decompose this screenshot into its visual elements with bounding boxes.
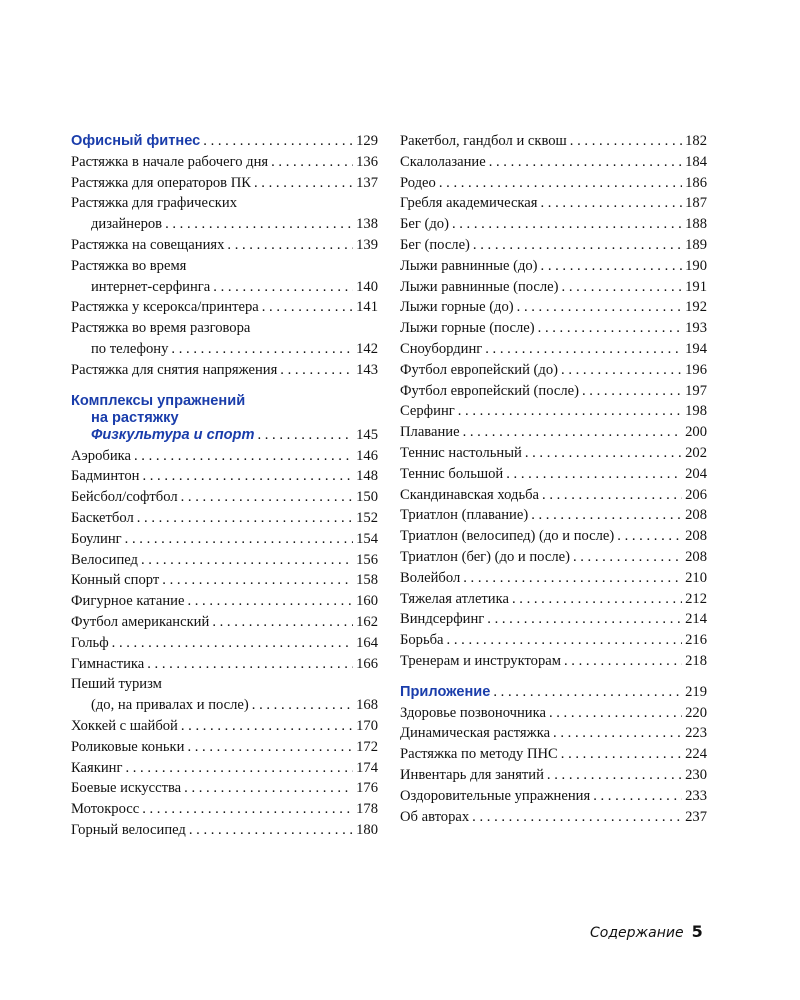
toc-entry-label: Бейсбол/софтбол bbox=[71, 489, 178, 506]
toc-entry-label: Баскетбол bbox=[71, 509, 134, 526]
toc-entry-label: Лыжи горные (после) bbox=[400, 320, 535, 337]
toc-entry-label: Растяжка на совещаниях bbox=[71, 236, 225, 253]
toc-left-column bbox=[71, 131, 378, 841]
toc-entry[interactable] bbox=[400, 152, 707, 173]
toc-entry-label: Растяжка у ксерокса/принтера bbox=[71, 299, 259, 316]
toc-entry[interactable] bbox=[71, 529, 378, 550]
page-number: 190 bbox=[685, 257, 707, 274]
toc-entry[interactable] bbox=[71, 654, 378, 675]
toc-entry-label: Растяжка для операторов ПК bbox=[71, 174, 251, 191]
toc-entry-label: Здоровье позвоночника bbox=[400, 704, 546, 721]
toc-entry-label: Конный спорт bbox=[71, 572, 160, 589]
toc-entry[interactable] bbox=[400, 193, 707, 214]
toc-entry-label: Родео bbox=[400, 174, 436, 191]
page-number: 204 bbox=[685, 465, 707, 482]
leader-dots bbox=[458, 401, 682, 422]
leader-dots bbox=[125, 758, 353, 779]
toc-entry-label: Роликовые коньки bbox=[71, 738, 185, 755]
leader-dots bbox=[439, 173, 682, 194]
toc-entry-label: Гольф bbox=[71, 634, 109, 651]
page-number: 150 bbox=[356, 489, 378, 506]
appendix-items bbox=[400, 703, 707, 828]
page-number: 143 bbox=[356, 361, 378, 378]
toc-entry[interactable] bbox=[71, 612, 378, 633]
leader-dots bbox=[137, 508, 353, 529]
toc-entry-label: Инвентарь для занятий bbox=[400, 766, 544, 783]
toc-entry-label: Бег (после) bbox=[400, 236, 470, 253]
page-footer bbox=[590, 922, 703, 941]
page-number: 220 bbox=[685, 704, 707, 721]
toc-entry-label: Растяжка по методу ПНС bbox=[400, 746, 558, 763]
leader-dots bbox=[262, 297, 353, 318]
toc-entry[interactable] bbox=[400, 443, 707, 464]
leader-dots bbox=[181, 716, 353, 737]
leader-dots bbox=[487, 609, 682, 630]
page-number: 219 bbox=[685, 683, 707, 700]
section-title-line3: Физкультура и спорт bbox=[91, 426, 255, 443]
toc-entry[interactable] bbox=[400, 381, 707, 402]
leader-dots bbox=[252, 695, 353, 716]
toc-entry[interactable] bbox=[71, 758, 378, 779]
toc-entry-label: Боевые искусства bbox=[71, 780, 182, 797]
leader-dots bbox=[472, 807, 682, 828]
toc-entry-label: Горный велосипед bbox=[71, 821, 186, 838]
leader-dots bbox=[203, 131, 353, 152]
section-stretching-complexes[interactable] bbox=[71, 393, 378, 444]
page-number: 162 bbox=[356, 613, 378, 630]
leader-dots bbox=[189, 820, 353, 841]
toc-entry-label: Ракетбол, гандбол и сквош bbox=[400, 133, 567, 149]
toc-entry[interactable] bbox=[400, 723, 707, 744]
toc-entry-label: Скандинавская ходьба bbox=[400, 486, 540, 503]
page-number: 192 bbox=[685, 299, 707, 316]
leader-dots bbox=[171, 339, 353, 360]
leader-dots bbox=[142, 466, 353, 487]
toc-entry[interactable] bbox=[400, 485, 707, 506]
toc-entry[interactable] bbox=[400, 277, 707, 298]
leader-dots bbox=[187, 591, 353, 612]
toc-entry[interactable] bbox=[400, 339, 707, 360]
leader-dots bbox=[485, 339, 682, 360]
page-number: 174 bbox=[356, 759, 378, 776]
toc-entry-label: Аэробика bbox=[71, 447, 131, 464]
toc-entry-label: Теннис настольный bbox=[400, 444, 522, 461]
toc-entry[interactable] bbox=[400, 630, 707, 651]
leader-dots bbox=[517, 297, 682, 318]
toc-entry-label: Плавание bbox=[400, 424, 460, 441]
toc-entry[interactable] bbox=[400, 547, 707, 568]
toc-entry[interactable] bbox=[400, 568, 707, 589]
toc-entry[interactable] bbox=[400, 318, 707, 339]
toc-entry[interactable] bbox=[71, 633, 378, 654]
toc-entry[interactable] bbox=[400, 526, 707, 547]
page-number: 224 bbox=[685, 746, 707, 763]
leader-dots bbox=[125, 529, 353, 550]
leader-dots bbox=[165, 214, 353, 235]
toc-entry-label: Лыжи равнинные (после) bbox=[400, 278, 559, 295]
section-title: Приложение bbox=[400, 683, 491, 700]
toc-entry[interactable] bbox=[71, 339, 378, 360]
toc-entry[interactable] bbox=[400, 235, 707, 256]
page-number: 168 bbox=[356, 697, 378, 714]
toc-entry[interactable] bbox=[71, 508, 378, 529]
leader-dots bbox=[562, 277, 683, 298]
running-footer-title: Содержание bbox=[590, 925, 684, 941]
page-number: 154 bbox=[356, 530, 378, 547]
page-number: 196 bbox=[685, 361, 707, 378]
toc-entry-label: (до, на привалах и после) bbox=[91, 697, 249, 714]
leader-dots bbox=[213, 277, 353, 298]
leader-dots bbox=[452, 214, 682, 235]
toc-entry[interactable] bbox=[400, 401, 707, 422]
toc-entry[interactable] bbox=[400, 589, 707, 610]
leader-dots bbox=[489, 152, 682, 173]
leader-dots bbox=[512, 589, 682, 610]
toc-entry[interactable] bbox=[400, 765, 707, 786]
leader-dots bbox=[134, 446, 353, 467]
toc-entry-line1: Растяжка во время разговора bbox=[71, 320, 251, 337]
toc-entry[interactable] bbox=[400, 360, 707, 381]
page-number: 136 bbox=[356, 153, 378, 170]
leader-dots bbox=[212, 612, 353, 633]
page-number: 186 bbox=[685, 174, 707, 191]
toc-entry[interactable] bbox=[71, 487, 378, 508]
leader-dots bbox=[617, 526, 682, 547]
toc-entry[interactable] bbox=[71, 550, 378, 571]
toc-entry[interactable] bbox=[71, 799, 378, 820]
toc-entry-label: Велосипед bbox=[71, 551, 138, 568]
toc-entry-label: Каякинг bbox=[71, 759, 123, 776]
page-number: 141 bbox=[356, 299, 378, 316]
leader-dots bbox=[187, 737, 353, 758]
page-number: 158 bbox=[356, 572, 378, 589]
leader-dots bbox=[257, 427, 353, 444]
toc-entry-label: Борьба bbox=[400, 632, 444, 649]
sports-items bbox=[71, 446, 378, 841]
toc-entry-label: Сноубординг bbox=[400, 340, 483, 357]
toc-entry-label: Виндсерфинг bbox=[400, 611, 485, 628]
page-number: 237 bbox=[685, 808, 707, 825]
toc-entry-label: Футбол европейский (после) bbox=[400, 382, 579, 399]
page-number: 191 bbox=[685, 278, 707, 295]
page-number: 187 bbox=[685, 195, 707, 212]
page-number: 208 bbox=[685, 548, 707, 565]
page-number: 214 bbox=[685, 611, 707, 628]
leader-dots bbox=[142, 799, 353, 820]
leader-dots bbox=[531, 505, 682, 526]
section-title: Офисный фитнес bbox=[71, 133, 201, 149]
toc-entry-label: Динамическая растяжка bbox=[400, 725, 551, 742]
toc-entry-label: Триатлон (велосипед) (до и после) bbox=[400, 528, 615, 545]
leader-dots bbox=[541, 193, 683, 214]
toc-entry-label: Футбол американский bbox=[71, 613, 210, 630]
toc-entry[interactable] bbox=[71, 695, 378, 716]
toc-entry-label: Хоккей с шайбой bbox=[71, 717, 178, 734]
toc-entry[interactable] bbox=[400, 703, 707, 724]
page-number: 233 bbox=[685, 787, 707, 804]
toc-entry-label: Теннис большой bbox=[400, 465, 504, 482]
page-number: 193 bbox=[685, 320, 707, 337]
leader-dots bbox=[463, 568, 682, 589]
section-appendix[interactable] bbox=[400, 682, 707, 703]
page-number: 156 bbox=[356, 551, 378, 568]
page-number: 208 bbox=[685, 507, 707, 524]
toc-entry-label: Гребля академическая bbox=[400, 195, 538, 212]
leader-dots bbox=[542, 485, 682, 506]
leader-dots bbox=[147, 654, 353, 675]
toc-entry[interactable] bbox=[71, 360, 378, 381]
leader-dots bbox=[254, 173, 353, 194]
leader-dots bbox=[506, 464, 682, 485]
leader-dots bbox=[181, 487, 353, 508]
leader-dots bbox=[463, 422, 683, 443]
toc-entry-label: Бадминтон bbox=[71, 468, 140, 485]
toc-entry[interactable] bbox=[400, 214, 707, 235]
toc-entry[interactable] bbox=[71, 591, 378, 612]
toc-entry[interactable] bbox=[71, 173, 378, 194]
page-number: 198 bbox=[685, 403, 707, 420]
toc-entry[interactable] bbox=[400, 464, 707, 485]
toc-entry[interactable] bbox=[400, 173, 707, 194]
toc-entry-label: Боулинг bbox=[71, 530, 122, 547]
leader-dots bbox=[112, 633, 353, 654]
page-number: 210 bbox=[685, 569, 707, 586]
toc-entry-label: Мотокросс bbox=[71, 801, 140, 818]
page-number: 230 bbox=[685, 766, 707, 783]
page-number: 202 bbox=[685, 444, 707, 461]
page-number: 129 bbox=[356, 133, 378, 149]
toc-right-column bbox=[400, 131, 707, 827]
leader-dots bbox=[593, 786, 682, 807]
page-number: 152 bbox=[356, 509, 378, 526]
toc-entry[interactable] bbox=[71, 716, 378, 737]
page-number: 184 bbox=[685, 153, 707, 170]
leader-dots bbox=[162, 570, 353, 591]
toc-entry-label: Тяжелая атлетика bbox=[400, 590, 509, 607]
toc-entry[interactable] bbox=[71, 235, 378, 256]
toc-entry-label: Растяжка в начале рабочего дня bbox=[71, 153, 269, 170]
page-number: 178 bbox=[356, 801, 378, 818]
section-title-line2: на растяжку bbox=[91, 409, 179, 426]
leader-dots bbox=[547, 765, 682, 786]
page-number: 170 bbox=[356, 717, 378, 734]
page-number: 218 bbox=[685, 652, 707, 669]
toc-entry-label: Растяжка для снятия напряжения bbox=[71, 361, 278, 378]
section-title-line1: Комплексы упражнений bbox=[71, 392, 246, 409]
toc-entry-label: Серфинг bbox=[400, 403, 455, 420]
leader-dots bbox=[473, 235, 682, 256]
section-sports-row bbox=[71, 427, 378, 444]
leader-dots bbox=[271, 152, 353, 173]
toc-entry[interactable] bbox=[71, 214, 378, 235]
leader-dots bbox=[582, 381, 682, 402]
page-number: 208 bbox=[685, 528, 707, 545]
toc-entry-line1: Растяжка для графических bbox=[71, 195, 237, 212]
toc-entry-line1: Растяжка во время bbox=[71, 257, 187, 274]
toc-entry[interactable] bbox=[71, 297, 378, 318]
folio: 5 bbox=[691, 922, 703, 941]
toc-entry[interactable] bbox=[71, 737, 378, 758]
leader-dots bbox=[541, 256, 683, 277]
toc-entry-label: Волейбол bbox=[400, 569, 461, 586]
toc-entry[interactable] bbox=[71, 466, 378, 487]
leader-dots bbox=[573, 547, 682, 568]
page-number: 148 bbox=[356, 468, 378, 485]
page-number: 216 bbox=[685, 632, 707, 649]
section-office-fitness[interactable] bbox=[71, 131, 378, 152]
page-number: 194 bbox=[685, 340, 707, 357]
page-number: 189 bbox=[685, 236, 707, 253]
leader-dots bbox=[493, 682, 682, 703]
leader-dots bbox=[570, 131, 682, 152]
toc-entry-label: Триатлон (бег) (до и после) bbox=[400, 548, 570, 565]
leader-dots bbox=[553, 723, 682, 744]
leader-dots bbox=[561, 744, 682, 765]
page-number: 172 bbox=[356, 738, 378, 755]
page-number: 146 bbox=[356, 447, 378, 464]
page-number: 180 bbox=[356, 821, 378, 838]
leader-dots bbox=[549, 703, 682, 724]
office-items bbox=[71, 152, 378, 381]
leader-dots bbox=[227, 235, 353, 256]
page-number: 166 bbox=[356, 655, 378, 672]
page-number: 160 bbox=[356, 593, 378, 610]
toc-entry[interactable] bbox=[71, 570, 378, 591]
toc-entry[interactable] bbox=[400, 297, 707, 318]
leader-dots bbox=[538, 318, 682, 339]
toc-entry-label: интернет-серфинга bbox=[91, 278, 211, 295]
page-number: 182 bbox=[685, 133, 707, 149]
toc-entry[interactable] bbox=[71, 778, 378, 799]
toc-entry-label: Триатлон (плавание) bbox=[400, 507, 529, 524]
toc-entry-label: Лыжи горные (до) bbox=[400, 299, 514, 316]
toc-entry-label: Оздоровительные упражнения bbox=[400, 787, 591, 804]
toc-entry[interactable] bbox=[400, 807, 707, 828]
toc-entry-label: Тренерам и инструкторам bbox=[400, 652, 561, 669]
page-number: 188 bbox=[685, 216, 707, 233]
page-number: 223 bbox=[685, 725, 707, 742]
toc-entry-label: дизайнеров bbox=[91, 216, 163, 233]
toc-entry-label: Скалолазание bbox=[400, 153, 486, 170]
page-number: 212 bbox=[685, 590, 707, 607]
toc-entry[interactable] bbox=[400, 256, 707, 277]
toc-entry[interactable] bbox=[71, 446, 378, 467]
page-number: 139 bbox=[356, 236, 378, 253]
toc-entry[interactable] bbox=[400, 422, 707, 443]
toc-entry-label: Фигурное катание bbox=[71, 593, 185, 610]
toc-entry-label: Об авторах bbox=[400, 808, 470, 825]
page-number: 176 bbox=[356, 780, 378, 797]
leader-dots bbox=[447, 630, 683, 651]
page-number: 140 bbox=[356, 278, 378, 295]
toc-entry-label: Лыжи равнинные (до) bbox=[400, 257, 538, 274]
toc-entry[interactable] bbox=[400, 609, 707, 630]
page-number: 145 bbox=[356, 426, 378, 443]
toc-entry[interactable] bbox=[400, 786, 707, 807]
page-number: 142 bbox=[356, 340, 378, 357]
page-number: 137 bbox=[356, 174, 378, 191]
toc-entry-label: по телефону bbox=[91, 340, 169, 357]
toc-entry-label: Футбол европейский (до) bbox=[400, 361, 559, 378]
toc-entry-label: Бег (до) bbox=[400, 216, 449, 233]
toc-entry-line1: Пеший туризм bbox=[71, 676, 162, 693]
leader-dots bbox=[564, 651, 682, 672]
page-number: 206 bbox=[685, 486, 707, 503]
toc-entry[interactable] bbox=[400, 744, 707, 765]
leader-dots bbox=[141, 550, 353, 571]
toc-entry[interactable] bbox=[71, 152, 378, 173]
toc-entry[interactable] bbox=[71, 820, 378, 841]
leader-dots bbox=[280, 360, 353, 381]
page-number: 138 bbox=[356, 216, 378, 233]
toc-entry[interactable] bbox=[400, 651, 707, 672]
leader-dots bbox=[184, 778, 353, 799]
sports-items-continued bbox=[400, 131, 707, 672]
leader-dots bbox=[525, 443, 682, 464]
toc-entry[interactable] bbox=[400, 131, 707, 152]
leader-dots bbox=[561, 360, 682, 381]
toc-entry-label: Гимнастика bbox=[71, 655, 145, 672]
toc-entry[interactable] bbox=[71, 277, 378, 298]
page-number: 164 bbox=[356, 634, 378, 651]
page-number: 200 bbox=[685, 424, 707, 441]
toc-entry[interactable] bbox=[400, 505, 707, 526]
page-number: 197 bbox=[685, 382, 707, 399]
